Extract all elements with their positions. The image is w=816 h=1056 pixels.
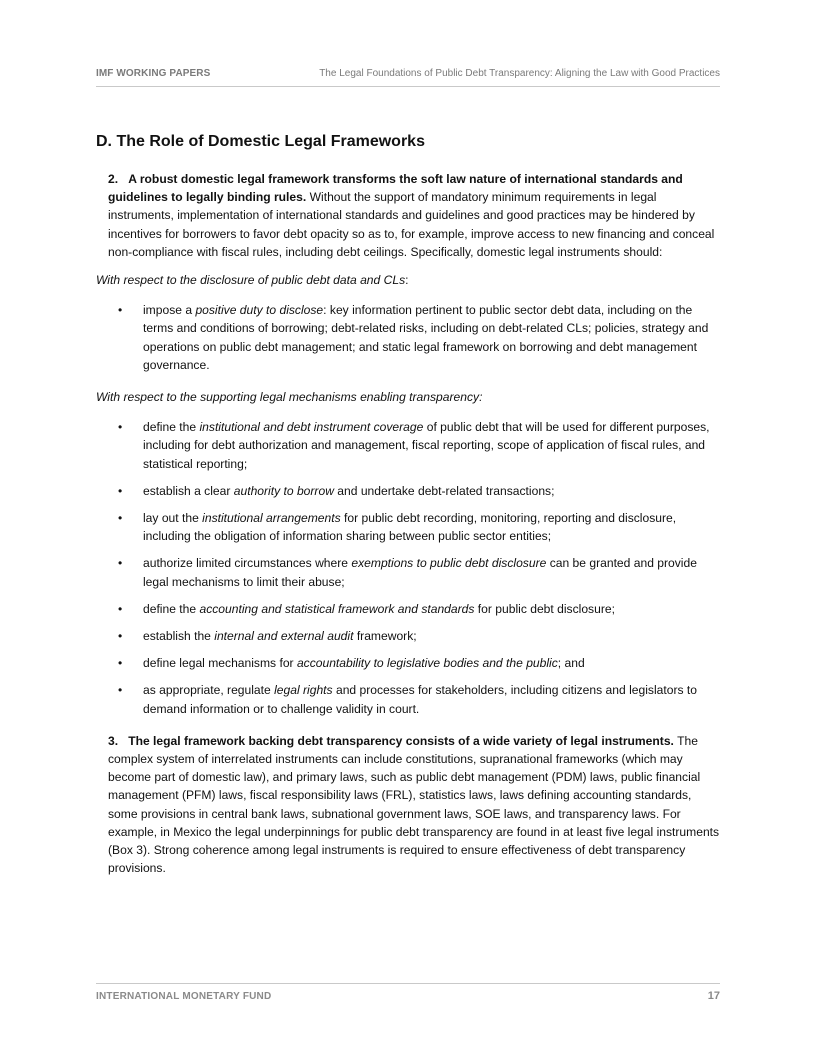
bullet-item: [96, 301, 720, 374]
bullet-item: [96, 681, 720, 717]
bullet-text: ; and: [557, 656, 585, 671]
bullet-text: impose a: [143, 303, 196, 318]
subheading-text: With respect to the supporting legal mechanisms enabling transparency:: [96, 390, 483, 405]
bullet-text: : key information pertinent to public sector debt data, including on the terms and conditions of borrowing; debt-related risks, including on debt-related CLs; policies, strategy and operations on public debt management; and static legal framework on borrowing and debt management governance.: [143, 303, 709, 372]
header-paper-title: The Legal Foundations of Public Debt Transparency: Aligning the Law with Good Practices: [319, 68, 720, 79]
bullet-text: and undertake debt-related transactions;: [333, 483, 555, 498]
bullet-emphasis: accounting and statistical framework and standards: [199, 601, 475, 616]
bullet-item: [96, 554, 720, 590]
footer-publisher: INTERNATIONAL MONETARY FUND: [96, 991, 272, 1002]
main-content: [96, 170, 720, 878]
bullet-icon: •: [118, 601, 123, 616]
bullet-icon: •: [118, 656, 123, 671]
bullet-emphasis: legal rights: [274, 683, 333, 698]
bullet-emphasis: institutional and debt instrument coverage: [199, 420, 424, 435]
bullet-text: can be granted and provide legal mechanisms to limit their abuse;: [143, 556, 697, 589]
bullet-text: define the: [143, 420, 200, 435]
subheading-colon: :: [405, 273, 409, 288]
bullet-emphasis: internal and external audit: [214, 629, 354, 644]
bullet-list-disclosure: [96, 301, 720, 374]
bullet-icon: •: [118, 483, 123, 498]
bullet-item: [96, 654, 720, 672]
bullet-emphasis: positive duty to disclose: [195, 303, 324, 318]
bullet-emphasis: exemptions to public debt disclosure: [351, 556, 547, 571]
bullet-item: [96, 418, 720, 473]
subheading-disclosure: [96, 271, 720, 289]
bullet-icon: •: [118, 420, 123, 435]
bullet-text: for public debt disclosure;: [474, 601, 615, 616]
bullet-emphasis: institutional arrangements: [202, 511, 341, 526]
page-number: 17: [707, 990, 720, 1002]
paragraph-3: [108, 732, 720, 878]
paragraph-number: 3.: [108, 733, 119, 748]
bullet-item: [96, 509, 720, 545]
bullet-item: [96, 627, 720, 645]
bullet-text: as appropriate, regulate: [143, 683, 275, 698]
header-series-title: IMF WORKING PAPERS: [96, 68, 211, 79]
bullet-text: and processes for stakeholders, including citizens and legislators to demand information or to challenge validity in court.: [143, 683, 697, 716]
bullet-text: establish the: [143, 629, 215, 644]
bullet-icon: •: [118, 303, 123, 318]
page-footer: [96, 983, 720, 1006]
bullet-icon: •: [118, 683, 123, 698]
bullet-icon: •: [118, 556, 123, 571]
bullet-list-mechanisms: [96, 418, 720, 718]
bullet-text: define legal mechanisms for: [143, 656, 297, 671]
paragraph-number: 2.: [108, 172, 119, 186]
section-title: D. The Role of Domestic Legal Frameworks: [96, 133, 425, 150]
bullet-text: framework;: [353, 629, 417, 644]
bullet-text: for public debt recording, monitoring, reporting and disclosure, including the obligation of information sharing between public sector entities;: [143, 511, 677, 544]
paragraph-2: [108, 170, 720, 261]
page-header: [96, 66, 720, 87]
bullet-icon: •: [118, 511, 123, 526]
paragraph-body: The complex system of interrelated instruments can include constitutions, supranational frameworks (which may become part of domestic law), and primary laws, such as public debt management (PDM) laws, public financial management (PFM) laws, fiscal responsibility laws (FRL), statistics laws, laws defining accounting standards, some provisions in central bank laws, subnational government laws, SOE laws, and transparency laws. For example, in Mexico the legal underpinnings for public debt transparency are found in at least five legal instruments (Box 3). Strong coherence among legal instruments is required to ensure effectiveness of debt transparency provisions.: [108, 733, 720, 876]
bullet-text: lay out the: [143, 511, 203, 526]
bullet-emphasis: accountability to legislative bodies and the public: [296, 656, 558, 671]
paragraph-body: Without the support of mandatory minimum requirements in legal instruments, implementation of international standards and guidelines and good practices may be hindered by incentives for borrowers to favor debt opacity so as to, for example, improve access to new financing and conceal non-compliance with fiscal rules, including debt ceilings. Specifically, domestic legal instruments should:: [108, 190, 715, 259]
bullet-text: define the: [143, 601, 200, 616]
bullet-icon: •: [118, 629, 123, 644]
subheading-text: With respect to the disclosure of public debt data and CLs: [96, 273, 406, 288]
bullet-item: [96, 482, 720, 500]
bullet-item: [96, 600, 720, 618]
bullet-text: authorize limited circumstances where: [143, 556, 352, 571]
paragraph-lead: A robust domestic legal framework transforms the soft law nature of international standards and guidelines to legally binding rules.: [108, 172, 683, 205]
paragraph-lead: The legal framework backing debt transparency consists of a wide variety of legal instruments.: [128, 733, 674, 748]
bullet-emphasis: authority to borrow: [233, 483, 334, 498]
bullet-text: of public debt that will be used for different purposes, including for debt authorization and management, fiscal reporting, scope of application of fiscal rules, and statistical reporting;: [143, 420, 710, 471]
subheading-mechanisms: [96, 388, 720, 406]
bullet-text: establish a clear: [143, 483, 234, 498]
